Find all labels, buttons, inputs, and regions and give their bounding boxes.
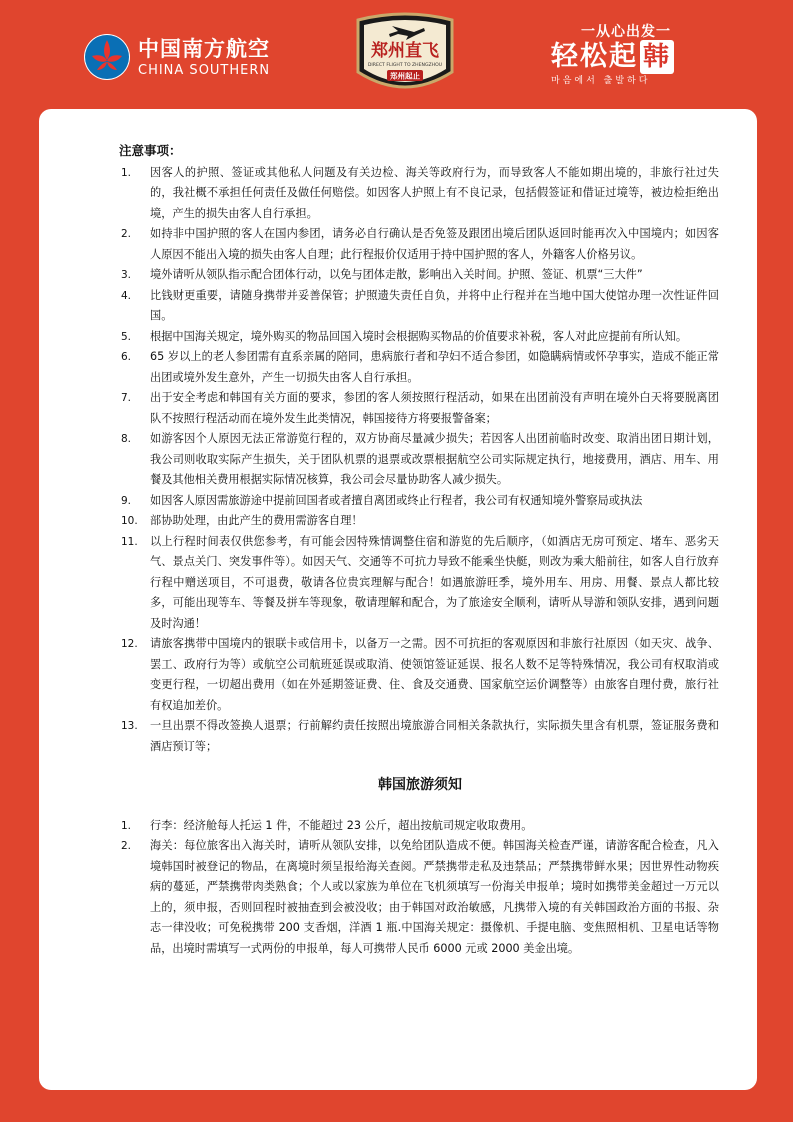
- list-item: [121, 286, 719, 327]
- list-item: [121, 836, 719, 959]
- list-item: [121, 388, 719, 429]
- item-text: 海关：每位旅客出入海关时，请听从领队安排，以免给团队造成不便。韩国海关检查严谨，请游客配合检查，凡入境韩国时被登记的物品，在离境时须呈报给海关查阅。严禁携带走私及违禁品；严禁携带鲜水果；因世界性动物疾病的蔓延，严禁携带肉类熟食；个人或以家族为单位在飞机须填写一份海关申报单；境时如携带美金超过一万元以上的，须申报，否则回程时被抽查到会被没收；由于韩国对政治敏感，凡携带入境的有关韩国政治方面的书报、杂志一律没收；可免税携带 200 支香烟，洋酒 1 瓶.中国海关规定：摄像机、手提电脑、变焦照相机、卫星电话等物品，出境时需填写一式两份的申报单，每人可携带人民币 6000 元或 2000 美金出境。: [150, 839, 719, 955]
- header: [0, 0, 793, 110]
- item-number: 5.: [121, 330, 132, 343]
- slogan-korean: 마음에서 출발하다: [551, 76, 651, 86]
- notice-title: 注意事项：: [119, 143, 182, 158]
- item-number: 6.: [121, 351, 132, 363]
- list-item: [121, 511, 719, 532]
- item-text: 如游客因个人原因无法正常游览行程的，双方协商尽量减少损失；若因客人出团前临时改变、取消出团日期计划，我公司则收取实际产生损失，关于团队机票的退票或改票根据航空公司实际规定执行，地接费用，酒店、用车、用餐及其他相关费用根据实际情况核算，我公司会尽量协助客人减少损失。: [150, 432, 719, 486]
- item-number: 2.: [121, 228, 132, 240]
- list-item: [121, 429, 719, 491]
- slogan-top: 一从心出发一: [581, 24, 671, 40]
- list-item: [121, 224, 719, 265]
- item-text: 部协助处理，由此产生的费用需游客自理！: [150, 514, 363, 527]
- list-item: [121, 347, 719, 388]
- slogan-main: 轻松起: [551, 41, 638, 72]
- item-number: 8.: [121, 433, 132, 445]
- item-number: 4.: [121, 289, 132, 302]
- item-text: 一旦出票不得改签换人退票；行前解约责任按照出境旅游合同相关条款执行，实际损失里含有机票，签证服务费和酒店预订等；: [150, 719, 719, 753]
- kapok-flower-icon: [84, 34, 130, 80]
- item-number: 3.: [121, 269, 132, 281]
- item-text: 如因客人原因需旅游途中提前回国者或者擅自离团或终止行程者，我公司有权通知境外警察局或执法: [150, 493, 643, 507]
- item-text: 以上行程时间表仅供您参考，有可能会因特殊情调整住宿和游览的先后顺序，（如酒店无房可预定、堵车、恶劣天气、景点关门、突发事件等）。如因天气、交通等不可抗力导致不能乘坐快艇，则改为乘大船前往，如客人自行放弃行程中赠送项目，不可退费，敬请各位贵宾理解与配合！如遇旅游旺季，境外用车、用房、用餐、景点人都比较多，可能出现等车、等餐及拼车等现象，敬请理解和配合，为了旅途安全顺利，请听从导游和领队安排，遇到问题及时沟通！: [150, 534, 719, 630]
- zhengzhou-direct-badge: [352, 10, 458, 96]
- slogan: [551, 24, 701, 87]
- item-text: 行李：经济舱每人托运 1 件，不能超过 23 公斤，超出按航司规定收取费用。: [150, 818, 533, 832]
- slogan-han: 韩: [640, 40, 674, 74]
- item-number: 9.: [121, 494, 132, 507]
- item-text: 因客人的护照、签证或其他私人问题及有关边检、海关等政府行为，而导致客人不能如期出境的，非旅行社过失的，我社概不承担任何责任及做任何赔偿。如因客人护照上有不良记录，包括假签证和借证过境等，被边检拒绝出境，产生的损失由客人自行承担。: [150, 165, 719, 220]
- item-number: 10.: [121, 515, 138, 527]
- item-number: 12.: [121, 638, 138, 650]
- item-number: 11.: [121, 535, 138, 548]
- item-number: 1.: [121, 166, 132, 179]
- item-text: 如持非中国护照的客人在国内参团，请务必自行确认是否免签及跟团出境后团队返回时能再次入中国境内；如因客人原因不能出入境的损失由客人自理；此行程报价仅适用于持中国护照的客人，外籍客人价格另议。: [150, 227, 719, 261]
- item-text: 境外请听从领队指示配合团体行动，以免与团体走散，影响出入关时间。护照、签证、机票“三大件”: [150, 268, 643, 281]
- notice-list: [121, 163, 719, 758]
- item-text: 请旅客携带中国境内的银联卡或信用卡，以备万一之需。因不可抗拒的客观原因和非旅行社原因（如天灾、战争、罢工、政府行为等）或航空公司航班延误或取消、使领馆签证延误、报名人数不足等特殊情况，我公司有权取消或变更行程，一切超出费用（如在外延期签证费、住、食及交通费、国家航空运价调整等）由旅客自理付费，旅行社有权追加差价。: [150, 637, 719, 712]
- guide-title: 韩国旅游须知: [378, 777, 462, 793]
- item-number: 13.: [121, 720, 138, 732]
- item-text: 65 岁以上的老人参团需有直系亲属的陪同，患病旅行者和孕妇不适合参团，如隐瞒病情或怀孕事实，造成不能正常出团或境外发生意外，产生一切损失由客人自行承担。: [150, 350, 719, 384]
- item-number: 7.: [121, 392, 132, 404]
- content-card: [39, 109, 757, 1090]
- badge-title: 郑州直飞: [371, 41, 439, 61]
- list-item: [121, 532, 719, 635]
- item-text: 出于安全考虑和韩国有关方面的要求，参团的客人须按照行程活动，如果在出团前没有声明在境外白天将要脱离团队不按照行程活动而在境外发生此类情况，韩国接待方将要报警备案；: [150, 391, 719, 425]
- list-item: [121, 327, 719, 348]
- china-southern-logo: [84, 34, 270, 80]
- list-item: [121, 816, 719, 837]
- badge-subtitle: DIRECT FLIGHT TO ZHENGZHOU: [367, 63, 443, 68]
- guide-list: [121, 816, 719, 960]
- item-text: 根据中国海关规定，境外购买的物品回国入境时会根据购买物品的价值要求补税，客人对此应提前有所认知。: [150, 329, 688, 343]
- list-item: [121, 716, 719, 757]
- list-item: [121, 265, 719, 286]
- airline-name-cn: 中国南方航空: [138, 36, 270, 61]
- airline-name-en: CHINA SOUTHERN: [138, 62, 271, 78]
- list-item: [121, 634, 719, 716]
- item-text: 比钱财更重要，请随身携带并妥善保管；护照遗失责任自负，并将中止行程并在当地中国大使馆办理一次性证件回国。: [150, 288, 719, 322]
- list-item: [121, 163, 719, 225]
- list-item: [121, 491, 719, 512]
- item-number: 1.: [121, 819, 132, 832]
- badge-depart: 郑州起止: [390, 71, 420, 81]
- item-number: 2.: [121, 840, 132, 852]
